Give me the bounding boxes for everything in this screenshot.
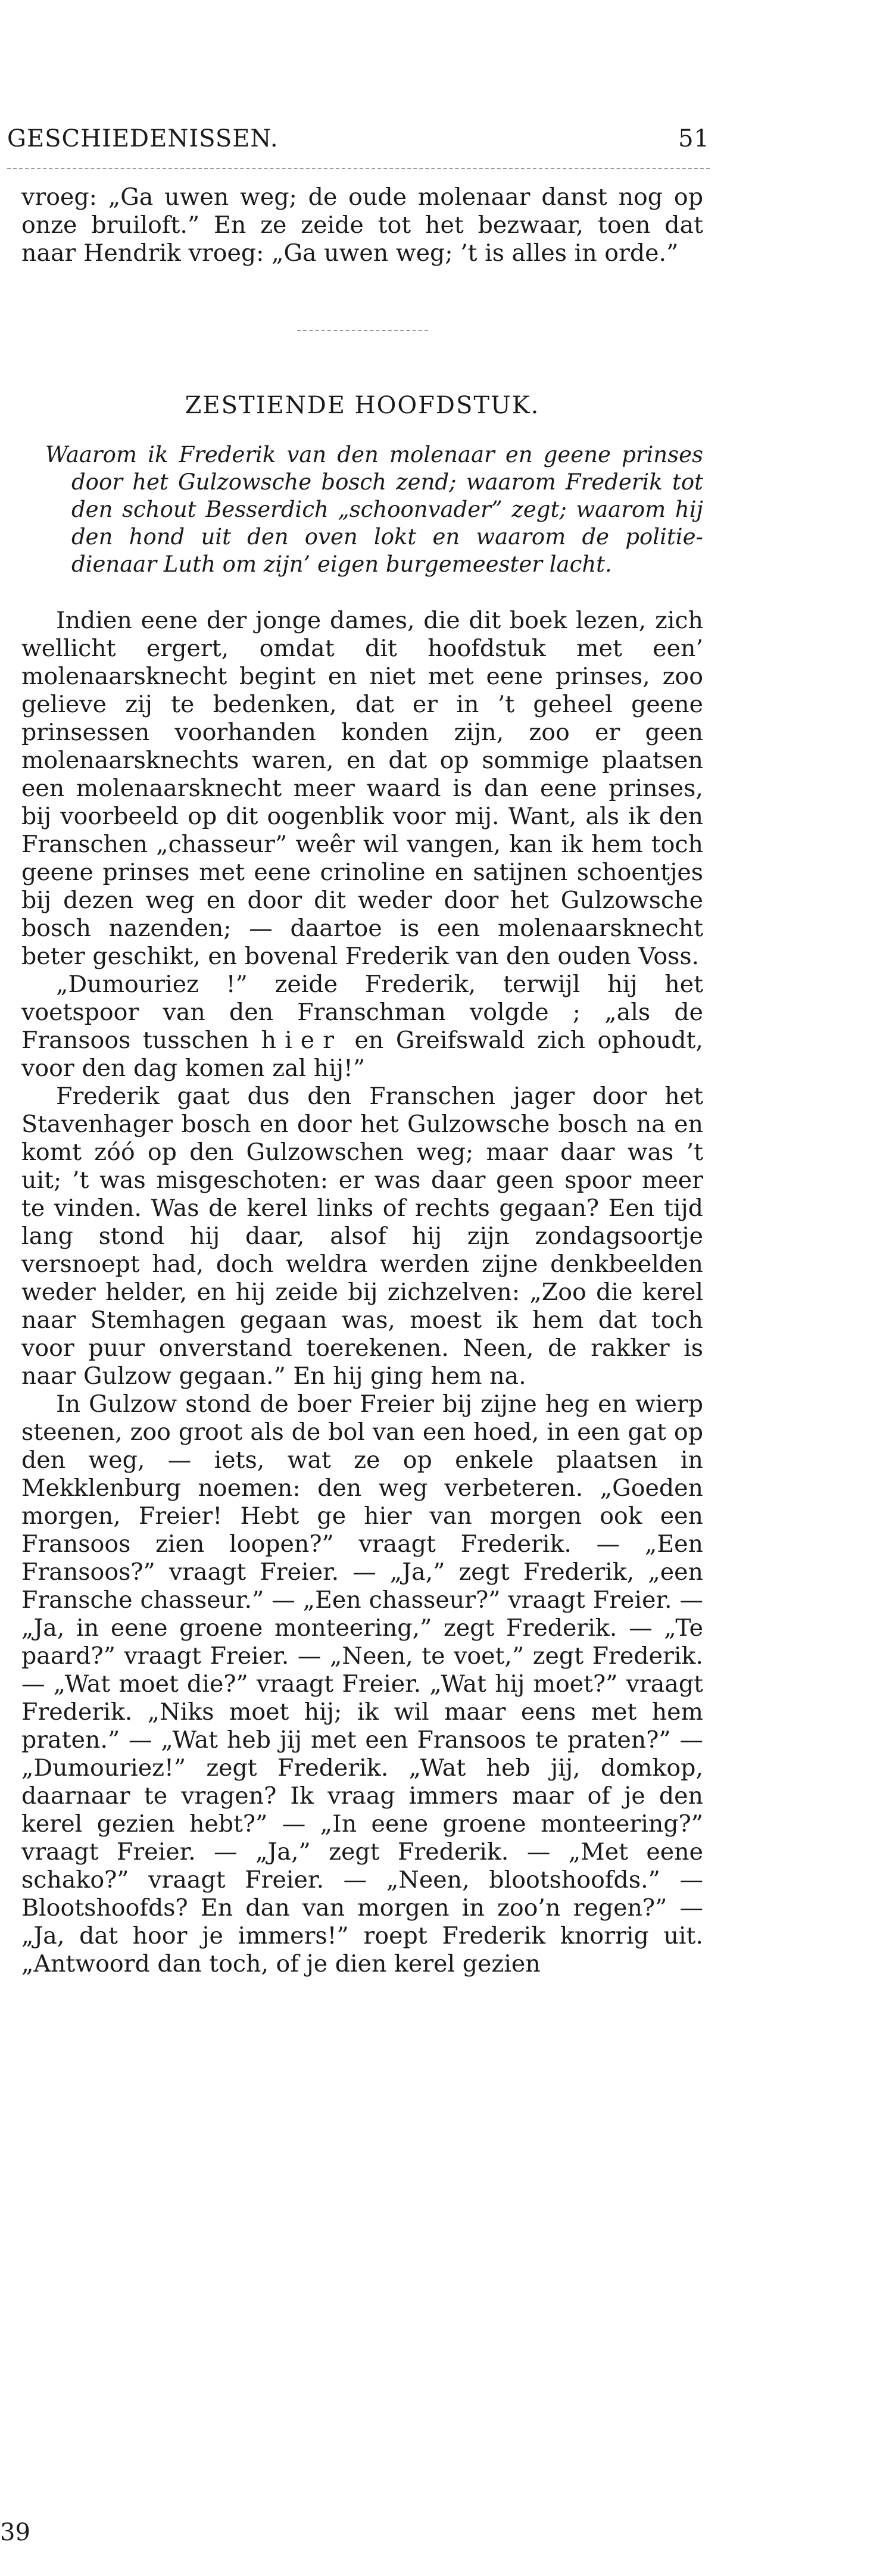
chapter-summary: Waarom ik Frederik van den molenaar en geene prinses door het Gulzowsche bosch zend; waarom Frederik tot den schout Besserdich „schoonvader” zegt; waarom hij den hond uit den oven lokt en waarom de politie-dienaar Luth om zijn’ eigen burgemeester lacht. xyxy=(45,442,703,577)
page-number: 51 xyxy=(678,125,710,152)
spaced-word: hier xyxy=(261,1027,343,1054)
header-rule xyxy=(7,168,710,169)
section-divider xyxy=(297,330,428,331)
signature-mark: 39 xyxy=(0,2519,30,2546)
paragraph-2-part-1: „Dumouriez !” zeide Frederik, terwijl hij het voetspoor van den Franschman volgde ; „als de Fransoos tusschen xyxy=(21,971,703,1054)
paragraph-1: Indien eene der jonge dames, die dit boek lezen, zich wellicht ergert, omdat dit hoofdstuk met een’ molenaarsknecht begint en niet met eene prinses, zoo gelieve zij te bedenken, dat er in ’t geheel geene prinsessen voorhanden konden zijn, zoo er geen molenaarsknechts waren, en dat op sommige plaatsen een molenaarsknecht meer waard is dan eene prinses, bij voorbeeld op dit oogenblik voor mij. Want, als ik den Franschen „chasseur” weêr wil vangen, kan ik hem toch geene prinses met eene crinoline en satijnen schoentjes bij dezen weg en door dit weder door het Gulzowsche bosch nazenden; — daartoe is een molenaarsknecht beter geschikt, en bovenal Frederik van den ouden Voss. xyxy=(21,607,703,970)
running-head-title: GESCHIEDENISSEN. xyxy=(7,125,279,152)
paragraph-2 xyxy=(21,971,703,1083)
paragraph-4: In Gulzow stond de boer Freier bij zijne heg en wierp steenen, zoo groot als de bol van een hoed, in een gat op den weg, — iets, wat ze op enkele plaatsen in Mekklenburg noemen: den weg verbeteren. „Goeden morgen, Freier! Hebt ge hier van morgen ook een Fransoos zien loopen?” vraagt Frederik. — „Een Fransoos?” vraagt Freier. — „Ja,” zegt Frederik, „een Fransche chasseur.” — „Een chasseur?” vraagt Freier. — „Ja, in eene groene monteering,” zegt Frederik. — „Te paard?” vraagt Freier. — „Neen, te voet,” zegt Frederik. — „Wat moet die?” vraagt Freier. „Wat hij moet?” vraagt Frederik. „Niks moet hij; ik wil maar eens met hem praten.” — „Wat heb jij met een Fransoos te praten?” — „Dumouriez!” zegt Frederik. „Wat heb jij, domkop, daarnaar te vragen? Ik vraag immers maar of je den kerel gezien hebt?” — „In eene groene monteering?” vraagt Freier. — „Ja,” zegt Frederik. — „Met eene schako?” vraagt Freier. — „Neen, blootshoofds.” — Blootshoofds? En dan van morgen in zoo’n regen?” — „Ja, dat hoor je immers!” roept Frederik knorrig uit. „Antwoord dan toch, of je dien kerel gezien xyxy=(21,1390,703,1978)
page-body xyxy=(21,183,703,1978)
paragraph-2-part-2: en Greifswald zich ophoudt, voor den dag komen zal hij!” xyxy=(21,1027,703,1082)
opening-paragraph: vroeg: „Ga uwen weg; de oude molenaar danst nog op onze bruiloft.” En ze zeide tot het bezwaar, toen dat naar Hendrik vroeg: „Ga uwen weg; ’t is alles in orde.” xyxy=(21,183,703,267)
chapter-title: ZESTIENDE HOOFDSTUK. xyxy=(185,392,540,419)
running-head xyxy=(7,125,710,161)
paragraph-3: Frederik gaat dus den Franschen jager door het Stavenhager bosch en door het Gulzowsche bosch na en komt zóó op den Gulzowschen weg; maar daar was ’t uit; ’t was misgeschoten: er was daar geen spoor meer te vinden. Was de kerel links of rechts gegaan? Een tijd lang stond hij daar, alsof hij zijn zondagsoortje versnoept had, doch weldra werden zijne denkbeelden weder helder, en hij zeide bij zichzelven: „Zoo die kerel naar Stemhagen gegaan was, moest ik hem dat toch voor puur onverstand toerekenen. Neen, de rakker is naar Gulzow gegaan.” En hij ging hem na. xyxy=(21,1083,703,1390)
